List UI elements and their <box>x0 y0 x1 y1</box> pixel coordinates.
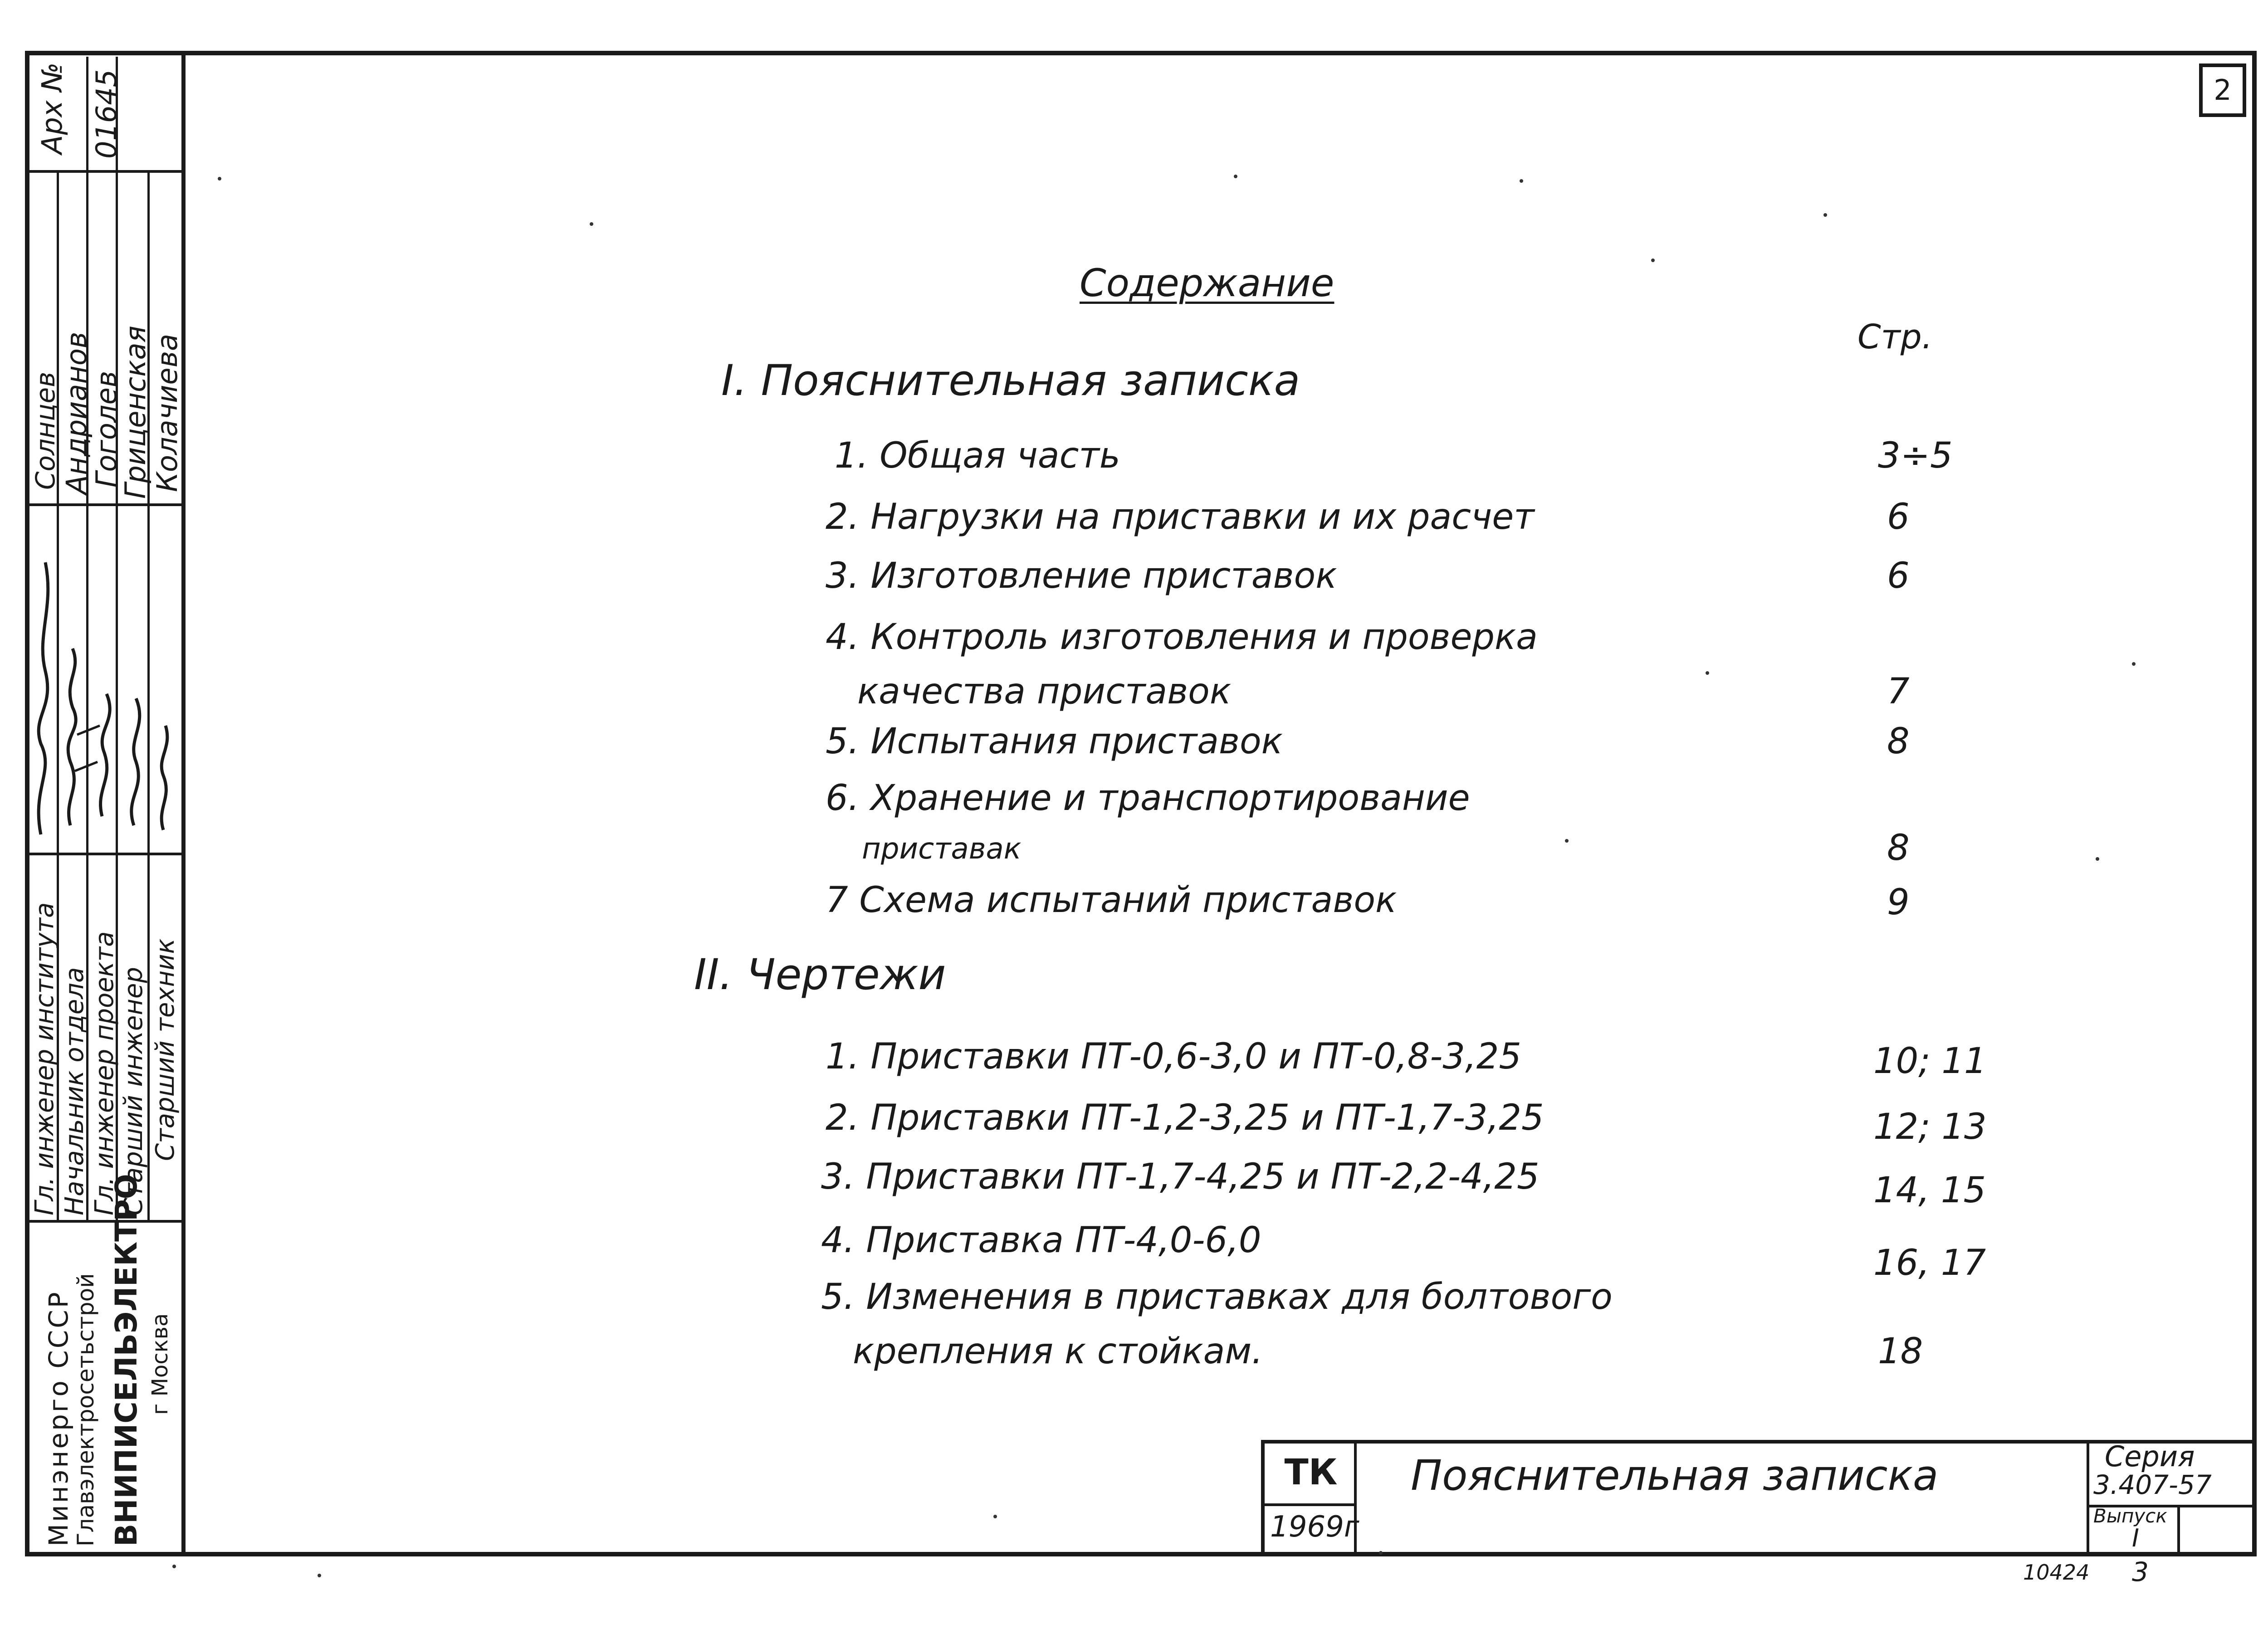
toc-item: 1. Приставки ПТ-0,6-3,0 и ПТ-0,8-3,25 <box>826 1036 1522 1077</box>
toc-item-continuation: крепления к стойкам. <box>853 1331 1263 1372</box>
staff-name: Андрианов <box>60 332 93 494</box>
toc-item-page: 8 <box>1887 721 1910 762</box>
title-block-left <box>1261 1440 1265 1553</box>
sheet-number: 3 <box>2132 1556 2149 1587</box>
toc-item: 5. Изменения в приставках для болтового <box>821 1277 1613 1317</box>
toc-item-page: 14, 15 <box>1873 1170 1986 1211</box>
title-block-divider <box>2177 1505 2180 1553</box>
toc-title: Содержание <box>1080 261 1334 305</box>
strip-column-line <box>86 57 88 172</box>
title-block-title: Пояснительная записка <box>1411 1451 1939 1500</box>
staff-name: Гриценская <box>119 326 152 499</box>
toc-item-page: 3÷5 <box>1878 435 1953 476</box>
scan-speck <box>1706 671 1709 675</box>
toc-item-page: 6 <box>1887 497 1910 537</box>
left-strip-divider <box>181 51 186 1556</box>
scan-speck <box>1565 839 1569 843</box>
toc-item: 4. Контроль изготовления и проверка <box>826 617 1538 658</box>
toc-item-page: 12; 13 <box>1873 1107 1987 1147</box>
archive-number: 01645 <box>90 69 123 159</box>
staff-position: Старший инженер <box>119 967 148 1215</box>
toc-item-page: 7 <box>1887 671 1910 712</box>
page-number: 2 <box>2214 73 2232 107</box>
frame-top-border <box>25 51 2257 55</box>
series-number: 3.407-57 <box>2093 1469 2212 1500</box>
scan-speck <box>590 222 593 226</box>
toc-item: 3. Изготовление приставок <box>826 556 1337 596</box>
scan-speck <box>2132 662 2136 666</box>
toc-item: 6. Хранение и транспортирование <box>826 778 1470 819</box>
strip-separator <box>25 1220 184 1223</box>
staff-position: Начальник отдела <box>60 967 89 1215</box>
staff-name: Солнцев <box>30 371 61 490</box>
staff-name: Гоголев <box>90 371 123 488</box>
toc-item: 2. Приставки ПТ-1,2-3,25 и ПТ-1,7-3,25 <box>826 1097 1544 1138</box>
toc-item-page: 8 <box>1887 828 1910 868</box>
staff-name: Колачиева <box>151 333 184 492</box>
scan-speck <box>1234 175 1237 178</box>
toc-item-continuation: качества приставок <box>857 671 1231 712</box>
issue-number: I <box>2132 1524 2139 1552</box>
scan-speck <box>1520 179 1523 183</box>
toc-item: 5. Испытания приставок <box>826 721 1283 762</box>
series-label: Серия <box>2105 1440 2195 1473</box>
org-line-1: Минэнерго СССР <box>43 1290 74 1546</box>
sheet-code: 10424 <box>2023 1560 2090 1585</box>
toc-item-page: 6 <box>1887 556 1910 596</box>
org-line-2: Главэлектросетьстрой <box>73 1273 99 1546</box>
toc-item: 7 Схема испытаний приставок <box>826 880 1397 921</box>
toc-item-page: 16, 17 <box>1873 1243 1986 1283</box>
section-2-title: II. Чертежи <box>694 950 946 1000</box>
frame-right-border <box>2252 51 2257 1556</box>
toc-item-page: 9 <box>1887 882 1910 923</box>
scan-speck <box>218 177 221 180</box>
page-column-label: Стр. <box>1857 317 1933 356</box>
staff-position: Старший техник <box>151 938 180 1161</box>
title-block-divider <box>2087 1440 2089 1553</box>
org-line-3: ВНИПИСЕЛЬЭЛЕКТРО <box>109 1174 144 1546</box>
toc-item: 3. Приставки ПТ-1,7-4,25 и ПТ-2,2-4,25 <box>821 1156 1540 1197</box>
staff-signatures <box>27 535 181 848</box>
toc-item: 2. Нагрузки на приставки и их расчет <box>826 497 1535 537</box>
scan-speck <box>1379 1551 1383 1555</box>
scan-speck <box>1823 213 1827 217</box>
issue-label: Выпуск <box>2093 1505 2167 1527</box>
strip-separator <box>25 170 184 173</box>
strip-separator <box>25 853 184 855</box>
toc-item-continuation: приставак <box>862 832 1022 866</box>
toc-item-page: 10; 11 <box>1873 1041 1987 1082</box>
archive-label: Арх № <box>35 62 68 154</box>
scan-speck <box>318 1574 321 1577</box>
title-block-divider <box>1261 1503 1356 1506</box>
scan-speck <box>993 1515 997 1518</box>
section-1-title: I. Пояснительная записка <box>721 356 1300 405</box>
org-line-4: г Москва <box>147 1313 173 1415</box>
scan-speck <box>2096 857 2099 861</box>
staff-position: Гл. инженер проекта <box>90 931 119 1215</box>
scan-speck <box>172 1565 176 1568</box>
staff-position: Гл. инженер института <box>30 902 59 1215</box>
toc-item: 4. Приставка ПТ-4,0-6,0 <box>821 1220 1261 1261</box>
title-block-year: 1969г <box>1270 1510 1359 1544</box>
strip-separator <box>25 503 184 506</box>
scan-speck <box>1651 259 1655 262</box>
toc-item: 1. Общая часть <box>835 435 1120 476</box>
toc-item-page: 18 <box>1878 1331 1923 1372</box>
title-block-code: ТК <box>1284 1452 1338 1493</box>
frame-bottom-border <box>25 1552 2257 1556</box>
